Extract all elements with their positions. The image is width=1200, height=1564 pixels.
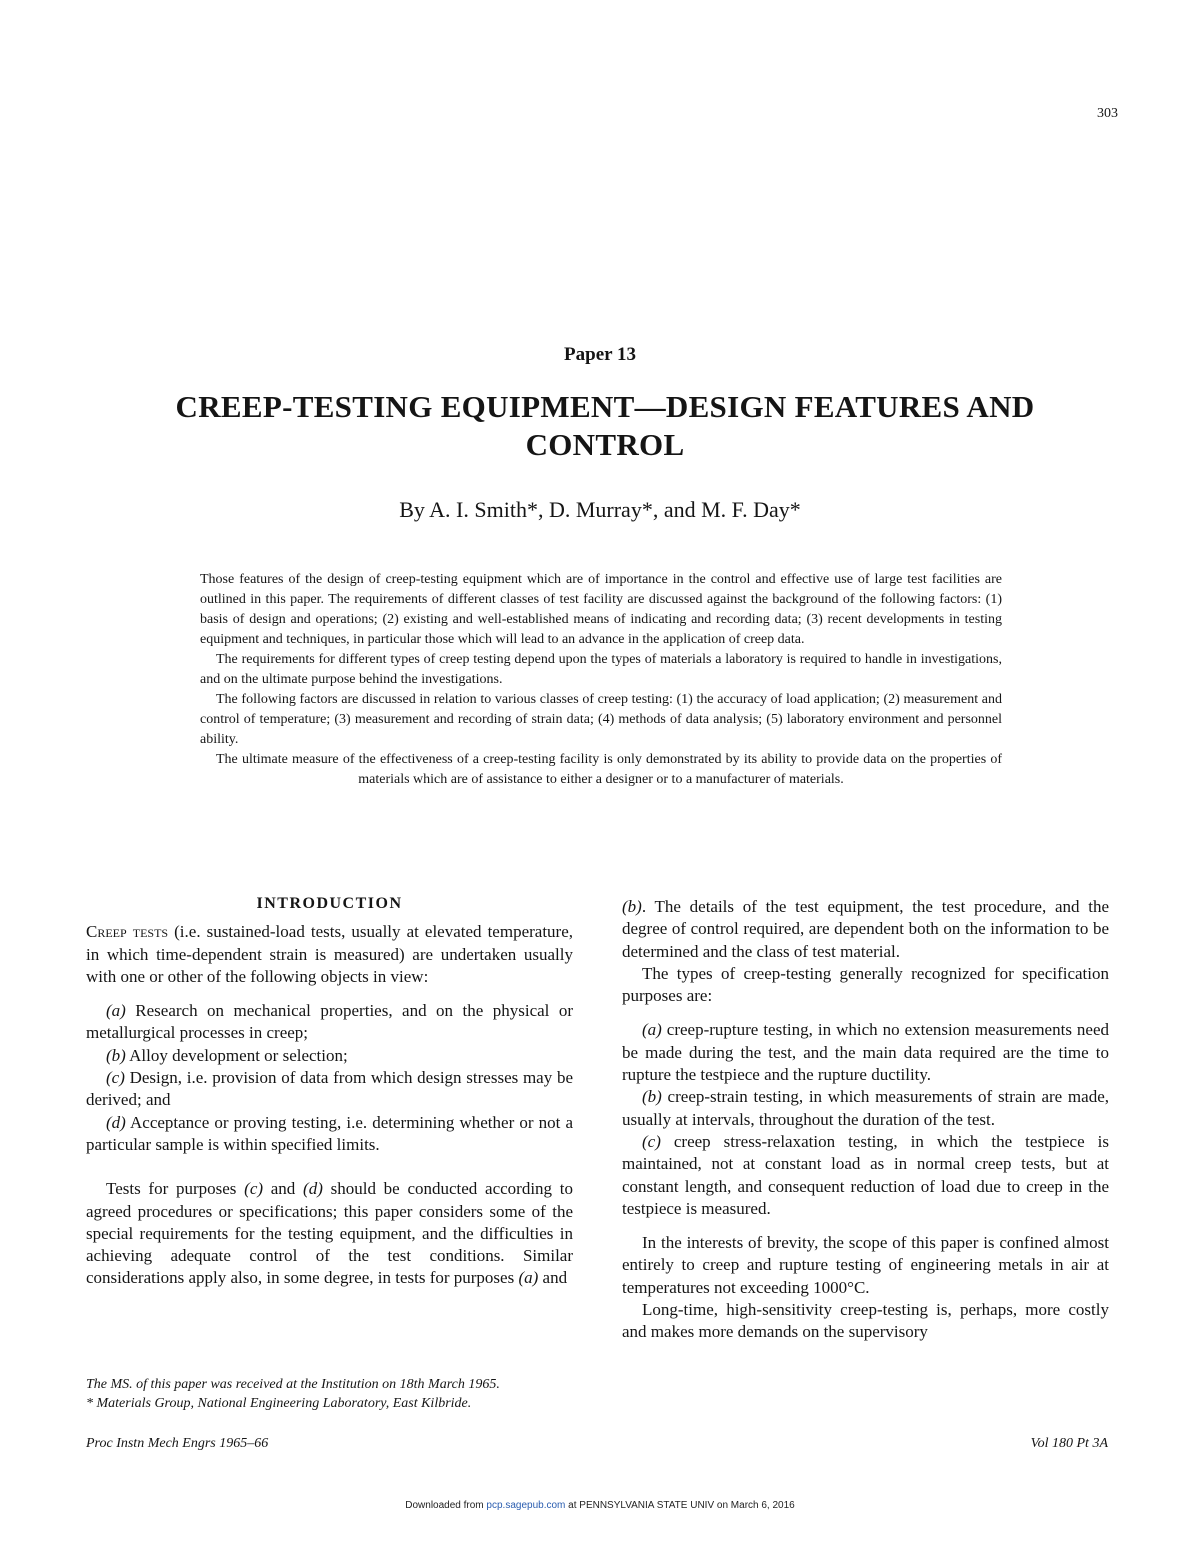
section-heading-introduction: INTRODUCTION	[256, 895, 403, 912]
abstract	[200, 570, 1002, 790]
footnote-received: The MS. of this paper was received at the Institution on 18th March 1965.	[86, 1377, 500, 1392]
object-item: (c) Design, i.e. provision of data from which design stresses may be derived; and	[86, 1068, 573, 1110]
body-paragraph: (b). The details of the test equipment, the test procedure, and the degree of control required, are dependent both on the information to be determined and the class of test material.	[622, 897, 1109, 961]
type-item: (b) creep-strain testing, in which measurements of strain are made, usually at intervals, throughout the duration of the test.	[622, 1087, 1109, 1129]
abstract-paragraph: The ultimate measure of the effectiveness of a creep-testing facility is only demonstrated by its ability to provide data on the properties of materials which are of assistance to either a designer or to a manufacturer of materials.	[216, 752, 1002, 787]
download-notice: Downloaded from pcp.sagepub.com at PENNSYLVANIA STATE UNIV on March 6, 2016	[405, 1500, 795, 1511]
volume-reference: Vol 180 Pt 3A	[1030, 1436, 1108, 1451]
right-column	[622, 896, 1109, 1344]
abstract-paragraph: The requirements for different types of creep testing depend upon the types of materials a laboratory is required to handle in investigations, and on the ultimate purpose behind the investigations.	[200, 652, 1002, 687]
body-paragraph: Tests for purposes (c) and (d) should be conducted according to agreed procedures or specifications; this paper considers some of the special requirements for the testing equipment, and the difficulties in achieving adequate control of the test conditions. Similar considerations apply also, in some degree, in tests for purposes (a) and	[86, 1179, 574, 1288]
object-item: (b) Alloy development or selection;	[106, 1045, 348, 1065]
paper-title: CREEP-TESTING EQUIPMENT—DESIGN FEATURES AND CONTROL	[175, 389, 1035, 462]
abstract-paragraph: The following factors are discussed in relation to various classes of creep testing: (1) the accuracy of load application; (2) measurement and control of temperature; (3) measurement and recording of strain data; (4) methods of data analysis; (5) laboratory environment and personnel ability.	[200, 692, 1002, 747]
download-link[interactable]: pcp.sagepub.com	[486, 1500, 566, 1511]
lead-in: Creep tests	[86, 922, 169, 942]
footnote-affiliation: * Materials Group, National Engineering Laboratory, East Kilbride.	[86, 1396, 472, 1411]
body-paragraph: The types of creep-testing generally recognized for specification purposes are:	[622, 963, 1109, 1006]
object-item: (d) Acceptance or proving testing, i.e. determining whether or not a particular sample is within specified limits.	[86, 1112, 573, 1154]
page-number: 303	[1097, 106, 1118, 121]
intro-paragraph: Creep tests (i.e. sustained-load tests, usually at elevated temperature, in which time-dependent strain is measured) are undertaken usually with one or other of the following objects in view:	[86, 922, 574, 986]
type-item: (a) creep-rupture testing, in which no extension measurements need be made during the test, and the main data required are the time to rupture the testpiece and the rupture ductility.	[622, 1020, 1109, 1085]
author-line: By A. I. Smith*, D. Murray*, and M. F. Day*	[399, 497, 801, 522]
footnotes	[86, 1376, 576, 1412]
body-paragraph: In the interests of brevity, the scope of this paper is confined almost entirely to creep and rupture testing of engineering metals in air at temperatures not exceeding 1000°C.	[622, 1233, 1109, 1297]
abstract-paragraph: Those features of the design of creep-testing equipment which are of importance in the control and effective use of large test facilities are outlined in this paper. The requirements of different classes of test facility are discussed against the background of the following factors: (1) basis of design and operations; (2) existing and well-established means of indicating and recording data; (3) recent developments in testing equipment and techniques, in particular those which will lead to an advance in the application of creep data.	[200, 572, 1002, 647]
object-item: (a) Research on mechanical properties, and on the physical or metallurgical processes in creep;	[86, 1001, 573, 1043]
paper-label: Paper 13	[564, 344, 636, 365]
body-paragraph: Long-time, high-sensitivity creep-testing is, perhaps, more costly and makes more demands on the supervisory	[622, 1300, 1109, 1342]
type-item: (c) creep stress-relaxation testing, in which the testpiece is maintained, not at constant load as in normal creep tests, but at constant length, and consequent reduction of load due to creep in the testpiece is measured.	[622, 1131, 1109, 1218]
journal-reference: Proc Instn Mech Engrs 1965–66	[86, 1436, 269, 1451]
left-column	[86, 893, 573, 1290]
